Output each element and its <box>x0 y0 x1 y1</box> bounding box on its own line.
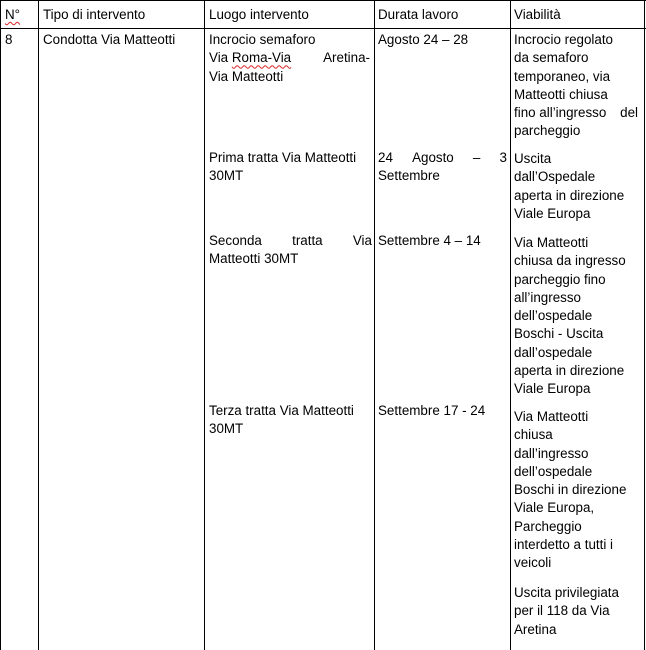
luogo-terza-tratta: Terza tratta Via Matteotti 30MT <box>209 403 354 437</box>
viabilita-seconda-tratta: Via Matteotti chiusa da ingresso parcheggio fino all’ingresso dell’ospedale Boschi - Uscita dall’ospedale aperta in direzione Viale Europa <box>514 235 626 397</box>
table-divider <box>204 0 205 650</box>
durata-incrocio: Agosto 24 – 28 <box>378 32 469 47</box>
header-num: N° <box>5 7 21 22</box>
durata-seconda-tratta: Settembre 4 – 14 <box>378 233 481 248</box>
viabilita-terza-tratta: Via Matteotti chiusa dall’ingresso dell’ospedale Boschi in direzione Viale Europa, Parcheggio interdetto a tutti i veicoli <box>514 409 627 571</box>
luogo-incrocio: Incrocio semaforo Via Roma-Via Aretina- Via Matteotti <box>209 32 370 84</box>
table-border-top <box>0 0 646 1</box>
luogo-prima-tratta: Prima tratta Via Matteotti 30MT <box>209 150 357 184</box>
header-viabilita: Viabilità <box>514 7 561 22</box>
durata-terza-tratta: Settembre 17 - 24 <box>378 403 486 418</box>
table-border-left <box>0 0 1 650</box>
row-tipo: Condotta Via Matteotti <box>43 32 176 47</box>
table-divider <box>510 0 511 650</box>
viabilita-incrocio: Incrocio regolato da semaforo temporaneo, via Matteotti chiusa fino all’ingresso del parcheggio <box>514 32 638 139</box>
table-divider <box>38 0 39 650</box>
header-luogo: Luogo intervento <box>209 7 309 22</box>
viabilita-uscita-118: Uscita privilegiata per il 118 da Via Aretina <box>514 585 619 637</box>
durata-prima-tratta: 24 Agosto – 3 Settembre <box>378 150 507 184</box>
row-num: 8 <box>5 32 13 47</box>
luogo-seconda-tratta: Seconda tratta Via Matteotti 30MT <box>209 233 372 267</box>
header-divider <box>0 28 646 29</box>
viabilita-prima-tratta: Uscita dall’Ospedale aperta in direzione Viale Europa <box>514 151 625 221</box>
table-border-right <box>644 0 645 650</box>
table-divider <box>374 0 375 650</box>
header-tipo: Tipo di intervento <box>43 7 146 22</box>
header-durata: Durata lavoro <box>378 7 459 22</box>
